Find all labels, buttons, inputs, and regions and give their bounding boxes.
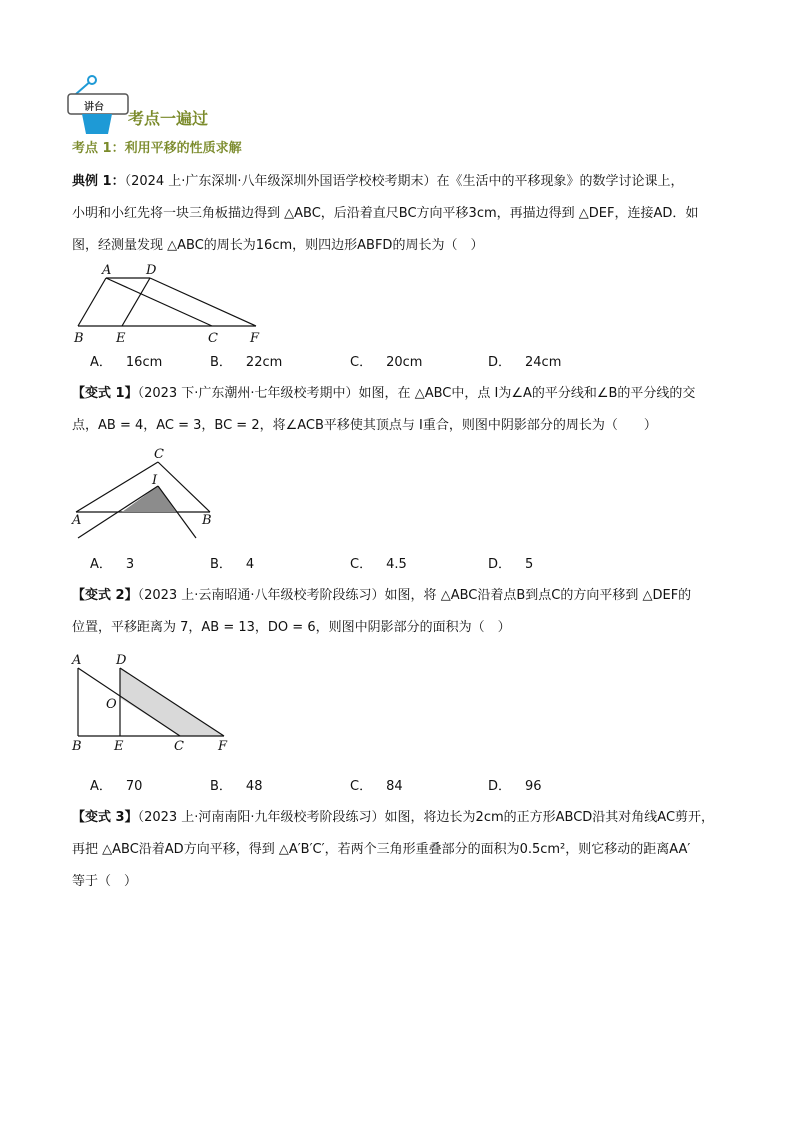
v2-label-a: A [72, 653, 82, 668]
v1-figure [70, 448, 220, 540]
v1-option-a-key: A． [90, 557, 112, 572]
v1-option-c-value: 4.5 [386, 557, 407, 572]
v1-label: 【变式 1】 [72, 386, 138, 401]
ex1-label-d: D [146, 263, 157, 278]
section-title: 考点一遍过 [128, 109, 209, 128]
ex1-option-d[interactable] [488, 354, 561, 372]
ex1-figure [72, 262, 272, 346]
v2-option-a-key: A． [90, 779, 112, 794]
v2-label-d: D [116, 653, 127, 668]
section-subtitle: 考点 1：利用平移的性质求解 [72, 141, 242, 156]
ex1-label-c: C [208, 331, 218, 346]
ex1-option-c-value: 20cm [386, 355, 423, 370]
v3-line3: 等于（ ） [72, 874, 138, 889]
ex1-label-e: E [116, 331, 126, 346]
v1-text1: （2023 下·广东潮州·七年级校考期中）如图，在 △ABC中，点 I为∠A的平分线和∠B的平分线的交 [137, 386, 696, 401]
v2-option-d-value: 96 [525, 779, 542, 794]
v2-line2: 位置，平移距离为 7，AB = 13，DO = 6，则图中阴影部分的面积为（ ） [72, 620, 511, 635]
v1-option-a[interactable] [90, 556, 134, 574]
v1-option-d-value: 5 [525, 557, 534, 572]
v3-line2: 再把 △ABC沿着AD方向平移，得到 △A′B′C′，若两个三角形重叠部分的面积为0.5cm²，则它移动的距离AA′ [72, 842, 691, 857]
v2-option-a-value: 70 [125, 779, 143, 794]
v2-text1: （2023 上·云南昭通·八年级校考阶段练习）如图，将 △ABC沿着点B到点C的方向平移到 △DEF的 [137, 588, 692, 603]
v2-label-o: O [106, 697, 117, 712]
v1-option-d[interactable] [488, 556, 533, 574]
podium-icon [66, 74, 130, 136]
v3-text1: （2023 上·河南南阳·九年级校考阶段练习）如图，将边长为2cm的正方形ABCD沿其对角线AC剪开， [137, 810, 715, 825]
v2-label-c: C [174, 739, 184, 754]
v1-option-c[interactable] [350, 556, 407, 574]
ex1-text1: （2024 上·广东深圳·八年级深圳外国语学校校考期末）在《生活中的平移现象》的数学讨论课上， [124, 174, 684, 189]
ex1-option-d-key: D． [488, 355, 512, 370]
v1-option-b-value: 4 [245, 557, 255, 572]
ex1-option-a-key: A． [90, 355, 112, 370]
v2-option-c[interactable] [350, 778, 403, 796]
ex1-option-a-value: 16cm [125, 355, 163, 370]
ex1-label-a: A [102, 263, 112, 278]
v2-option-b-value: 48 [245, 779, 263, 794]
ex1-option-c-key: C． [350, 355, 373, 370]
ex1-option-a[interactable] [90, 354, 162, 372]
ex1-option-b-key: B． [210, 355, 232, 370]
v1-label-c: C [154, 448, 164, 462]
ex1-label: 典例 1： [72, 174, 125, 189]
v1-line2: 点，AB = 4，AC = 3，BC = 2，将∠ACB平移使其顶点与 I重合，则图中阴影部分的周长为（ ） [72, 418, 657, 433]
ex1-option-c[interactable] [350, 354, 422, 372]
v2-figure [68, 650, 240, 754]
v2-option-b[interactable] [210, 778, 262, 796]
v1-label-a: A [72, 513, 82, 528]
v2-option-d[interactable] [488, 778, 542, 796]
ex1-line1 [72, 172, 732, 192]
v1-option-b-key: B． [210, 557, 232, 572]
v1-option-b[interactable] [210, 556, 254, 574]
v2-option-a[interactable] [90, 778, 142, 796]
v2-label-f: F [218, 739, 228, 754]
v1-label-i: I [152, 473, 158, 488]
v2-option-c-key: C． [350, 779, 373, 794]
v2-line1 [72, 586, 732, 606]
ex1-label-b: B [74, 331, 84, 346]
v2-option-b-key: B． [210, 779, 232, 794]
ex1-line2: 小明和小红先将一块三角板描边得到 △ABC，后沿着直尺BC方向平移3cm，再描边得到 △DEF，连接AD．如 [72, 206, 699, 221]
v1-label-b: B [202, 513, 212, 528]
v2-option-d-key: D． [488, 779, 512, 794]
v1-line1 [72, 384, 732, 404]
v1-option-a-value: 3 [125, 557, 135, 572]
v2-label-b: B [72, 739, 82, 754]
v2-option-c-value: 84 [386, 779, 403, 794]
ex1-label-f: F [250, 331, 260, 346]
ex1-line3: 图，经测量发现 △ABC的周长为16cm，则四边形ABFD的周长为（ ） [72, 238, 484, 253]
v3-label: 【变式 3】 [72, 810, 138, 825]
ex1-option-b-value: 22cm [245, 355, 283, 370]
v1-option-c-key: C． [350, 557, 373, 572]
podium-badge-label: 讲台 [84, 102, 104, 113]
v3-line1 [72, 808, 732, 828]
ex1-option-b[interactable] [210, 354, 282, 372]
v1-option-d-key: D． [488, 557, 512, 572]
v2-label-e: E [114, 739, 124, 754]
v2-label: 【变式 2】 [72, 588, 138, 603]
ex1-option-d-value: 24cm [525, 355, 562, 370]
